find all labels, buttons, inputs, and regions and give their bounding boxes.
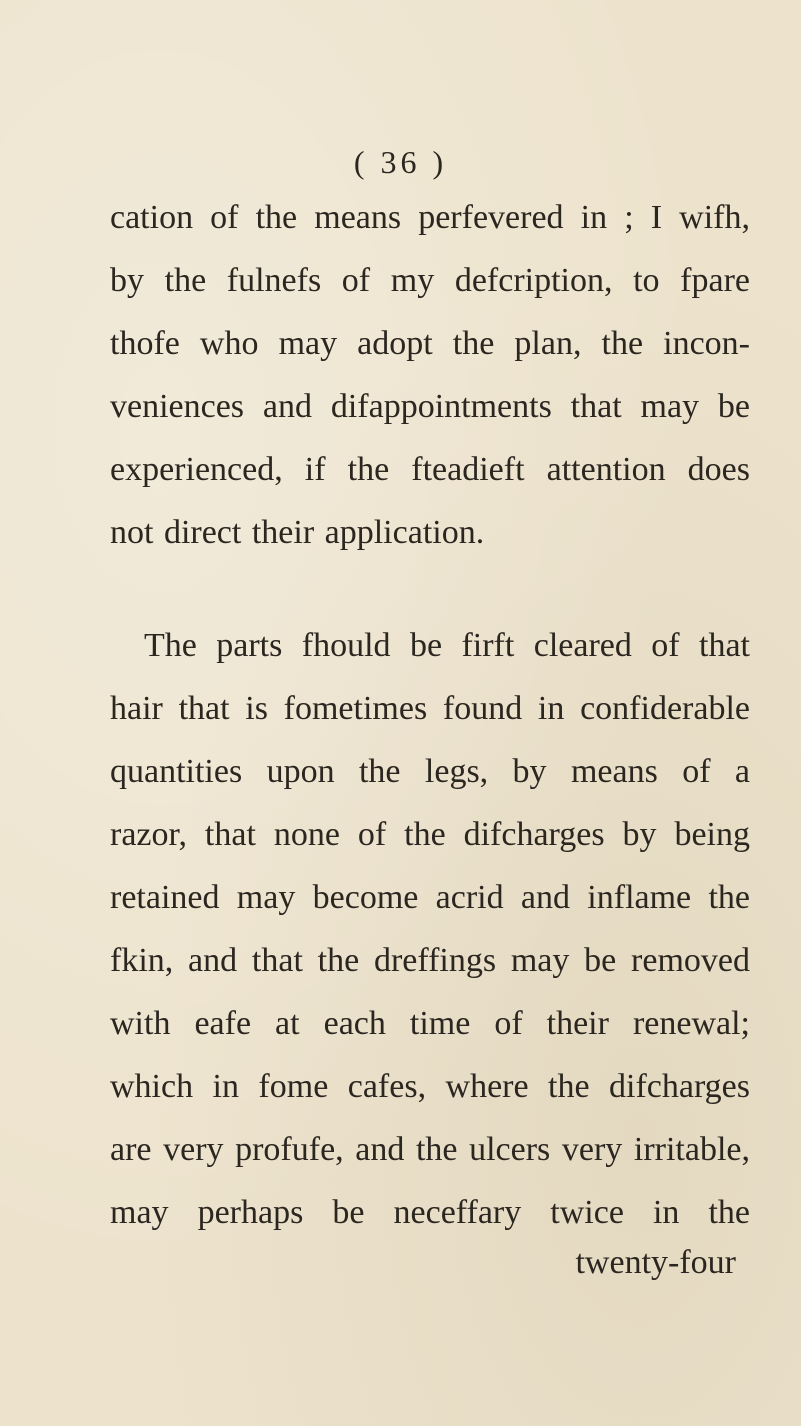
- text-line: not direct their application.: [110, 514, 485, 551]
- catchword: twenty-four: [575, 1244, 736, 1281]
- text-line: fkin, and that the dreffings may be removed: [110, 942, 750, 979]
- text-line: retained may become acrid and inflame the: [110, 879, 750, 916]
- paragraph-1: [110, 186, 750, 564]
- text-line: by the fulnefs of my defcription, to fpare: [110, 262, 750, 299]
- text-line: may perhaps be neceffary twice in the: [110, 1194, 750, 1231]
- text-line: cation of the means perfevered in ; I wifh,: [110, 199, 750, 236]
- text-line: thofe who may adopt the plan, the incon-: [110, 325, 750, 362]
- text-line: veniences and difappointments that may be: [110, 388, 750, 425]
- text-line: hair that is fometimes found in confiderable: [110, 690, 750, 727]
- text-line: The parts fhould be firft cleared of that: [144, 627, 750, 664]
- text-line: are very profufe, and the ulcers very irritable,: [110, 1131, 750, 1168]
- page-number: ( 36 ): [353, 144, 448, 180]
- paragraph-2: [110, 614, 750, 1244]
- text-line: with eafe at each time of their renewal;: [110, 1005, 750, 1042]
- text-line: which in fome cafes, where the difcharges: [110, 1068, 750, 1105]
- text-line: experienced, if the fteadieft attention does: [110, 451, 750, 488]
- text-line: quantities upon the legs, by means of a: [110, 753, 750, 790]
- text-line: razor, that none of the difcharges by being: [110, 816, 750, 853]
